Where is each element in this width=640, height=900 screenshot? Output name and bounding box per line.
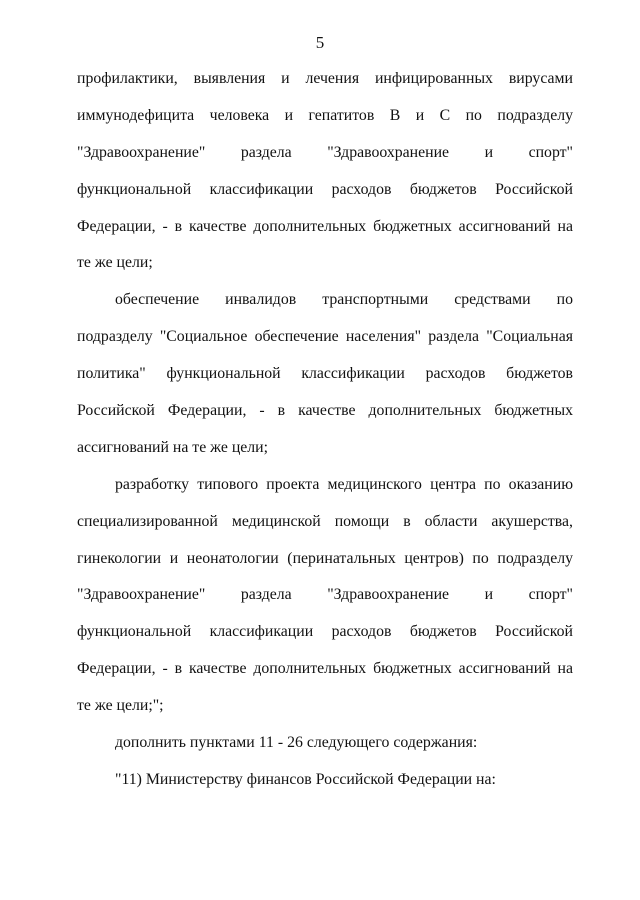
- document-body: [77, 61, 573, 799]
- text-line: гинекологии и неонатологии (перинатальных центров) по подразделу: [77, 549, 573, 567]
- page-number: 5: [315, 33, 325, 52]
- text-line: ассигнований на те же цели;: [77, 438, 269, 456]
- text-line: те же цели;";: [77, 697, 164, 715]
- text-line: подразделу "Социальное обеспечение населения" раздела "Социальная: [77, 328, 573, 346]
- text-line: специализированной медицинской помощи в области акушерства,: [77, 512, 573, 530]
- text-line: Федерации, - в качестве дополнительных бюджетных ассигнований на: [77, 660, 573, 678]
- text-line: функциональной классификации расходов бюджетов Российской: [77, 623, 573, 641]
- text-line: те же цели;: [77, 254, 153, 272]
- text-line: разработку типового проекта медицинского центра по оказанию: [115, 475, 573, 493]
- text-line: "Здравоохранение" раздела "Здравоохранение и спорт": [77, 143, 573, 161]
- text-line: Федерации, - в качестве дополнительных бюджетных ассигнований на: [77, 217, 573, 235]
- text-line: "Здравоохранение" раздела "Здравоохранение и спорт": [77, 586, 573, 604]
- text-line: Российской Федерации, - в качестве дополнительных бюджетных: [77, 402, 573, 420]
- text-line: "11) Министерству финансов Российской Федерации на:: [115, 770, 496, 788]
- text-line: профилактики, выявления и лечения инфицированных вирусами: [77, 70, 573, 87]
- text-line: обеспечение инвалидов транспортными средствами по: [115, 291, 573, 309]
- text-line: политика" функциональной классификации расходов бюджетов: [77, 365, 573, 383]
- text-line: иммунодефицита человека и гепатитов В и С по подразделу: [77, 106, 573, 124]
- text-line: функциональной классификации расходов бюджетов Российской: [77, 180, 573, 198]
- text-line: дополнить пунктами 11 - 26 следующего содержания:: [115, 734, 478, 752]
